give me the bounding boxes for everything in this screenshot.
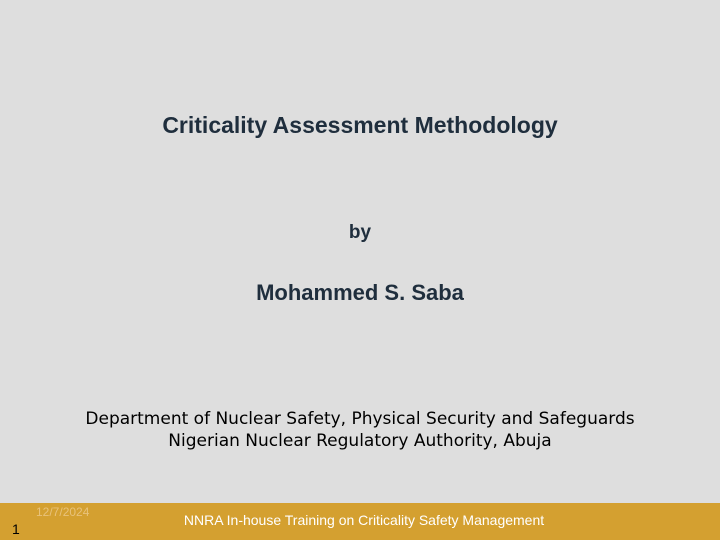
affiliation-department: Department of Nuclear Safety, Physical Security and Safeguards [85,409,635,429]
by-label: by [348,222,372,243]
footer-text: NNRA In-house Training on Criticality Safety Management [183,512,545,528]
footer-text-container [0,512,720,528]
affiliation-organization: Nigerian Nuclear Regulatory Authority, Abuja [168,431,552,451]
footer-date: 12/7/2024 [36,505,90,519]
slide-number: 1 [12,521,20,537]
slide-title: Criticality Assessment Methodology [162,112,558,138]
author-name: Mohammed S. Saba [256,280,464,305]
affiliation [0,408,720,452]
